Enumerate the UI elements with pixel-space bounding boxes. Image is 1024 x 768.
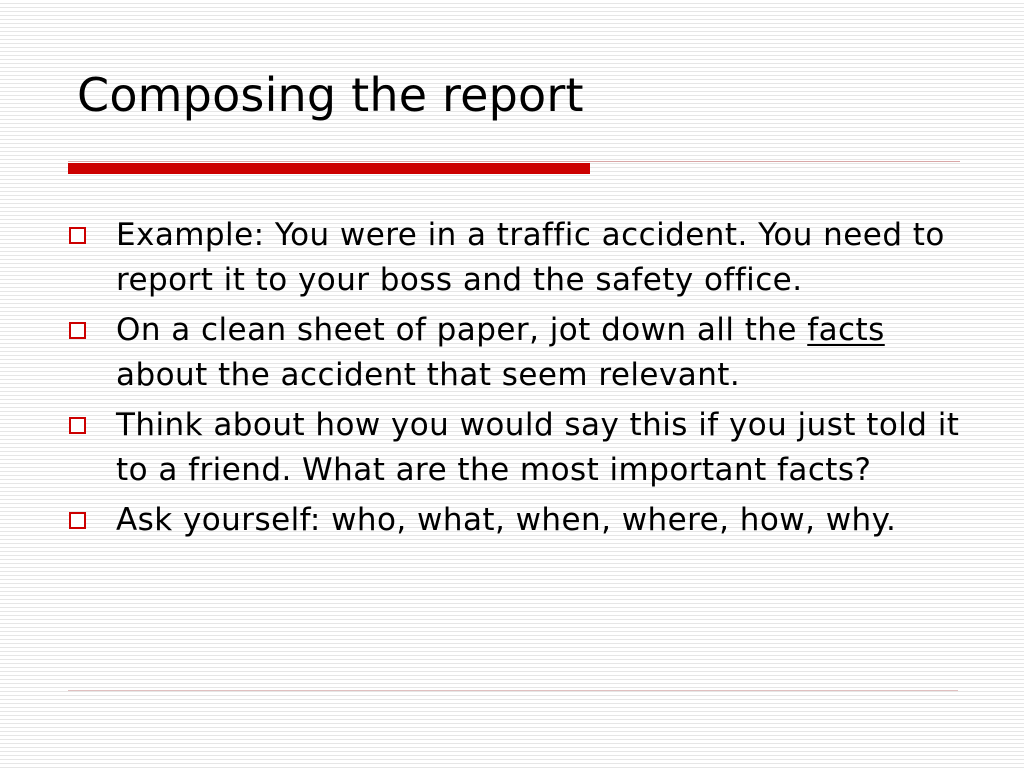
bullet-text: Ask yourself: who, what, when, where, how, why.	[116, 502, 897, 538]
bullet-item-questions	[0, 498, 1024, 543]
underlined-facts-text: facts	[807, 312, 885, 348]
bottom-divider	[68, 690, 958, 691]
bullet-text-continued: about the accident that seem relevant.	[116, 357, 741, 393]
square-bullet-icon	[69, 227, 86, 244]
bullet-list	[0, 213, 1024, 548]
title-divider-thin	[68, 161, 960, 162]
bullet-item-facts	[0, 308, 1024, 398]
bullet-item-example	[0, 213, 1024, 303]
square-bullet-icon	[69, 512, 86, 529]
title-divider-accent	[68, 163, 590, 174]
bullet-item-friend	[0, 403, 1024, 493]
bullet-text: Example: You were in a traffic accident. You need to report it to your boss and the safety office.	[116, 217, 945, 298]
square-bullet-icon	[69, 417, 86, 434]
bullet-text: On a clean sheet of paper, jot down all the	[116, 312, 808, 348]
bullet-text: Think about how you would say this if you just told it to a friend. What are the most important facts?	[116, 407, 960, 488]
square-bullet-icon	[69, 322, 86, 339]
slide-title: Composing the report	[77, 68, 584, 122]
